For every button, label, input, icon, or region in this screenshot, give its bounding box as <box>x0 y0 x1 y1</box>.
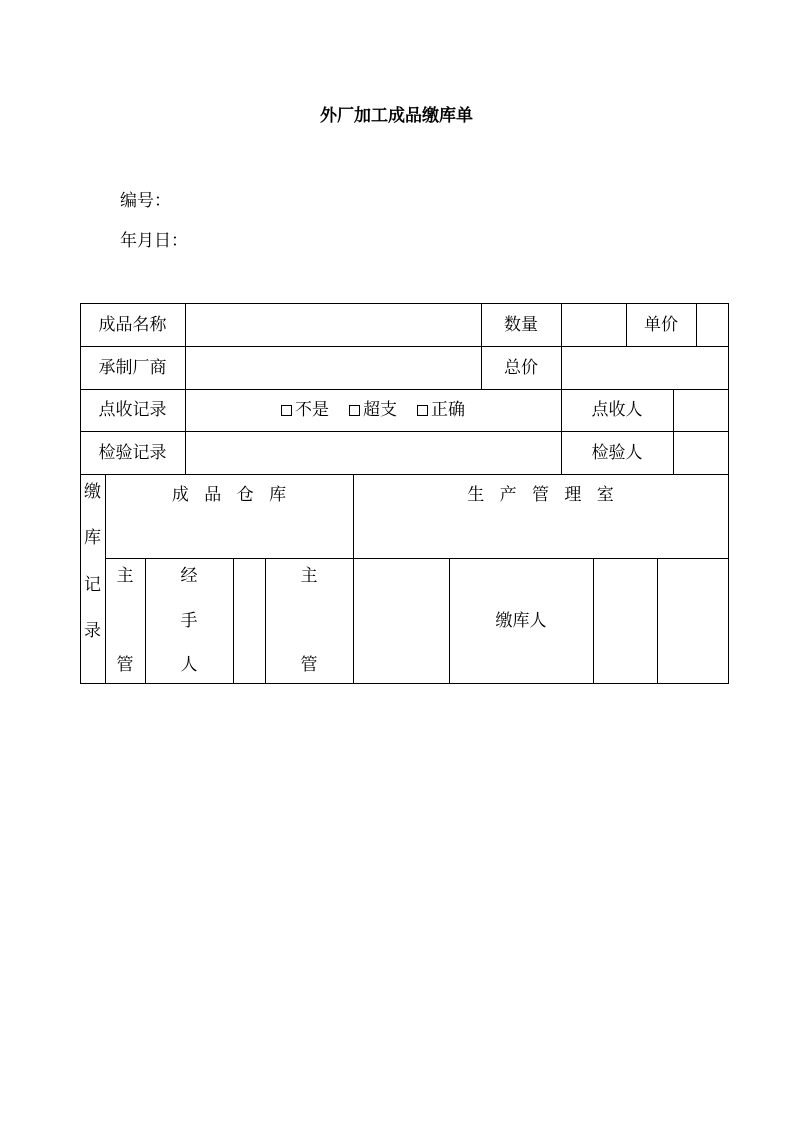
label-char: 主 <box>300 566 318 586</box>
handler-sign-field[interactable] <box>234 559 265 683</box>
inspection-record-field[interactable] <box>186 432 561 474</box>
label-char: 主 <box>116 566 134 586</box>
inspector-field[interactable] <box>674 432 728 474</box>
count-record-options <box>185 389 561 431</box>
serial-number-label: 编号： <box>120 191 171 211</box>
receiver-field[interactable] <box>674 390 728 431</box>
manufacturer-label: 承制厂商 <box>98 357 167 378</box>
manufacturer-field[interactable] <box>186 347 481 389</box>
depositor-date-field[interactable] <box>658 559 728 683</box>
checkbox-icon[interactable] <box>349 405 360 416</box>
side-label-char: 录 <box>84 620 101 641</box>
inspection-record-label: 检验记录 <box>98 442 167 463</box>
production-supervisor-label <box>265 558 353 683</box>
total-price-label: 总价 <box>504 357 538 378</box>
unit-price-field[interactable] <box>697 304 728 346</box>
option-over[interactable] <box>349 400 397 420</box>
stock-record-side-label <box>80 474 105 683</box>
unit-price-label: 单价 <box>644 314 678 335</box>
product-name-label: 成品名称 <box>98 314 167 335</box>
depositor-label: 缴库人 <box>495 610 547 631</box>
checkbox-icon[interactable] <box>417 405 428 416</box>
option-label: 不是 <box>295 400 329 420</box>
label-char: 手 <box>180 610 198 631</box>
handler-label <box>145 558 233 683</box>
label-char: 管 <box>116 655 134 675</box>
label-char: 管 <box>300 655 318 675</box>
count-record-label: 点收记录 <box>98 400 167 420</box>
side-label-char: 记 <box>84 574 101 595</box>
production-supervisor-sign-field[interactable] <box>354 559 449 683</box>
table-border-bottom <box>80 683 729 684</box>
date-label: 年月日： <box>120 231 188 251</box>
document-title: 外厂加工成品缴库单 <box>320 106 473 126</box>
warehouse-supervisor-label <box>105 558 145 683</box>
checkbox-icon[interactable] <box>281 405 292 416</box>
stock-in-form-table <box>80 303 729 684</box>
quantity-label: 数量 <box>504 314 538 335</box>
inspector-label: 检验人 <box>591 442 643 463</box>
side-label-char: 库 <box>84 528 101 549</box>
option-label: 超支 <box>363 400 397 420</box>
option-label: 正确 <box>431 400 465 420</box>
side-label-char: 缴 <box>84 482 101 502</box>
label-char: 人 <box>180 655 198 675</box>
warehouse-header: 成 品 仓 库 <box>171 485 287 505</box>
option-not-match[interactable] <box>281 400 329 420</box>
table-border-right <box>728 303 729 684</box>
receiver-label: 点收人 <box>591 400 643 420</box>
quantity-field[interactable] <box>562 304 626 346</box>
option-correct[interactable] <box>417 400 465 420</box>
total-price-field[interactable] <box>562 347 728 389</box>
product-name-field[interactable] <box>186 304 481 346</box>
depositor-sign-field[interactable] <box>594 559 657 683</box>
production-office-header: 生 产 管 理 室 <box>467 485 614 505</box>
label-char: 经 <box>180 566 198 586</box>
